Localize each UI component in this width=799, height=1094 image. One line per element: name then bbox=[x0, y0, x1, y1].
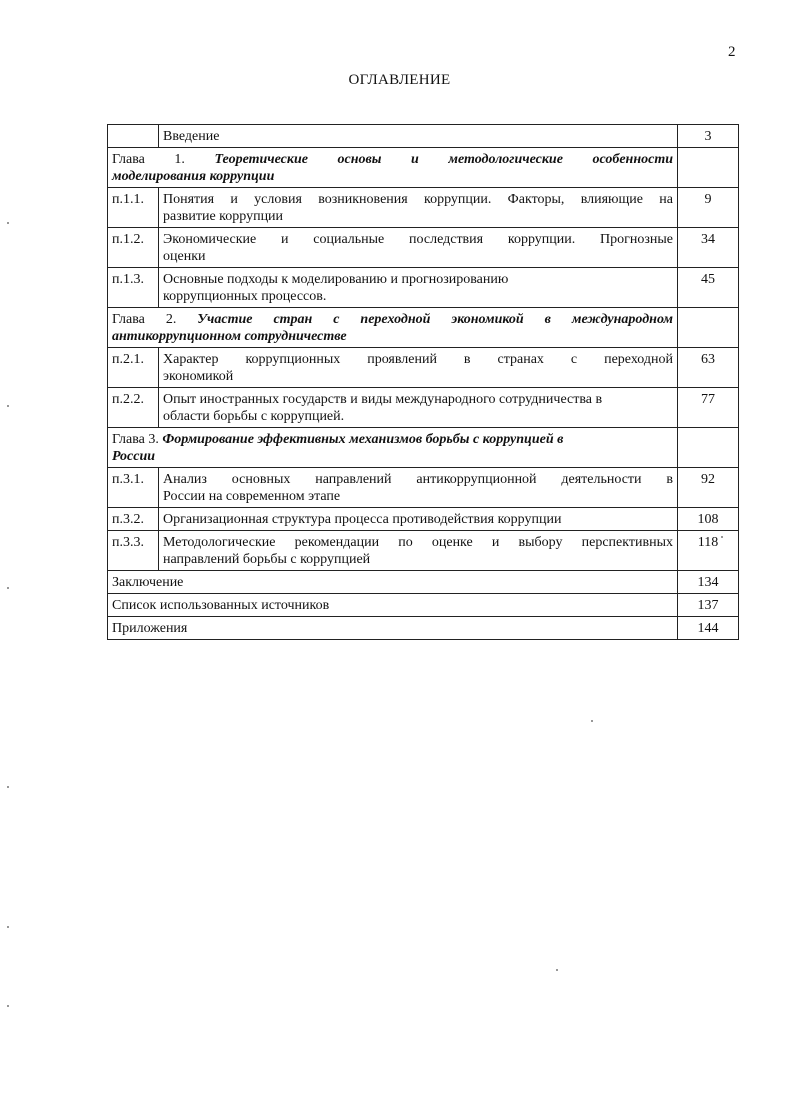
toc-row bbox=[108, 228, 739, 268]
page-ref: 134 bbox=[678, 571, 739, 594]
section-number: п.2.2. bbox=[108, 388, 159, 428]
scan-speck bbox=[721, 536, 723, 538]
chapter-row bbox=[108, 148, 739, 188]
scan-speck bbox=[7, 405, 9, 407]
page-ref: 118 bbox=[678, 531, 739, 571]
section-number bbox=[108, 125, 159, 148]
section-title: Заключение bbox=[108, 571, 678, 594]
toc-row-intro bbox=[108, 125, 739, 148]
page-ref: 63 bbox=[678, 348, 739, 388]
section-title: Основные подходы к моделированию и прогнозированию коррупционных процессов. bbox=[159, 268, 678, 308]
scan-speck bbox=[7, 786, 9, 788]
section-title: Экономические и социальные последствия коррупции. Прогнозные оценки bbox=[159, 228, 678, 268]
chapter-heading bbox=[108, 428, 678, 468]
chapter-title-line1: Участие стран с переходной экономикой в международном bbox=[197, 312, 674, 327]
chapter-prefix: Глава 1. bbox=[112, 152, 185, 167]
section-number: п.3.3. bbox=[108, 531, 159, 571]
scan-speck bbox=[591, 720, 593, 722]
section-title: Методологические рекомендации по оценке и выбору перспективных направлений борьбы с коррупцией bbox=[159, 531, 678, 571]
page-ref: 137 bbox=[678, 594, 739, 617]
section-title: Список использованных источников bbox=[108, 594, 678, 617]
toc-row-conclusion bbox=[108, 571, 739, 594]
page-ref-empty bbox=[678, 148, 739, 188]
toc-row bbox=[108, 348, 739, 388]
chapter-heading bbox=[108, 148, 678, 188]
toc-row bbox=[108, 388, 739, 428]
chapter-prefix: Глава 2. bbox=[112, 312, 177, 327]
page-ref: 34 bbox=[678, 228, 739, 268]
chapter-title-line2: антикоррупционном сотрудничестве bbox=[112, 329, 347, 344]
toc-row bbox=[108, 531, 739, 571]
scan-speck bbox=[7, 926, 9, 928]
section-number: п.3.2. bbox=[108, 508, 159, 531]
chapter-title-line1: Теоретические основы и методологические особенности bbox=[214, 152, 673, 167]
section-title: Опыт иностранных государств и виды международного сотрудничества в области борьбы с коррупцией. bbox=[159, 388, 678, 428]
toc-row-sources bbox=[108, 594, 739, 617]
page-ref: 3 bbox=[678, 125, 739, 148]
section-title: Характер коррупционных проявлений в странах с переходной экономикой bbox=[159, 348, 678, 388]
scan-speck bbox=[7, 222, 9, 224]
chapter-prefix: Глава 3. bbox=[112, 432, 159, 447]
toc-table bbox=[107, 124, 739, 640]
scan-speck bbox=[7, 587, 9, 589]
toc-row bbox=[108, 468, 739, 508]
page-ref: 45 bbox=[678, 268, 739, 308]
scan-speck bbox=[556, 969, 558, 971]
page-ref: 144 bbox=[678, 617, 739, 640]
section-title: Приложения bbox=[108, 617, 678, 640]
page-ref: 9 bbox=[678, 188, 739, 228]
chapter-title-line2: России bbox=[112, 449, 156, 464]
chapter-title-line2: моделирования коррупции bbox=[112, 169, 275, 184]
page-ref: 77 bbox=[678, 388, 739, 428]
page-number: 2 bbox=[728, 44, 736, 60]
section-number: п.1.3. bbox=[108, 268, 159, 308]
section-title: Понятия и условия возникновения коррупции. Факторы, влияющие на развитие коррупции bbox=[159, 188, 678, 228]
chapter-row bbox=[108, 428, 739, 468]
chapter-row bbox=[108, 308, 739, 348]
section-number: п.2.1. bbox=[108, 348, 159, 388]
section-number: п.1.1. bbox=[108, 188, 159, 228]
chapter-heading bbox=[108, 308, 678, 348]
section-title: Анализ основных направлений антикоррупционной деятельности в России на современном этапе bbox=[159, 468, 678, 508]
page-ref: 92 bbox=[678, 468, 739, 508]
page-ref-empty bbox=[678, 428, 739, 468]
section-number: п.1.2. bbox=[108, 228, 159, 268]
page-title: ОГЛАВЛЕНИЕ bbox=[348, 72, 451, 88]
section-title: Организационная структура процесса противодействия коррупции bbox=[159, 508, 678, 531]
toc-row bbox=[108, 268, 739, 308]
page-ref-empty bbox=[678, 308, 739, 348]
section-title: Введение bbox=[159, 125, 678, 148]
toc-row-appendices bbox=[108, 617, 739, 640]
toc-row bbox=[108, 508, 739, 531]
toc-row bbox=[108, 188, 739, 228]
page-ref: 108 bbox=[678, 508, 739, 531]
chapter-title-line1: Формирование эффективных механизмов борьбы с коррупцией в bbox=[162, 432, 564, 447]
section-number: п.3.1. bbox=[108, 468, 159, 508]
scan-speck bbox=[7, 1005, 9, 1007]
